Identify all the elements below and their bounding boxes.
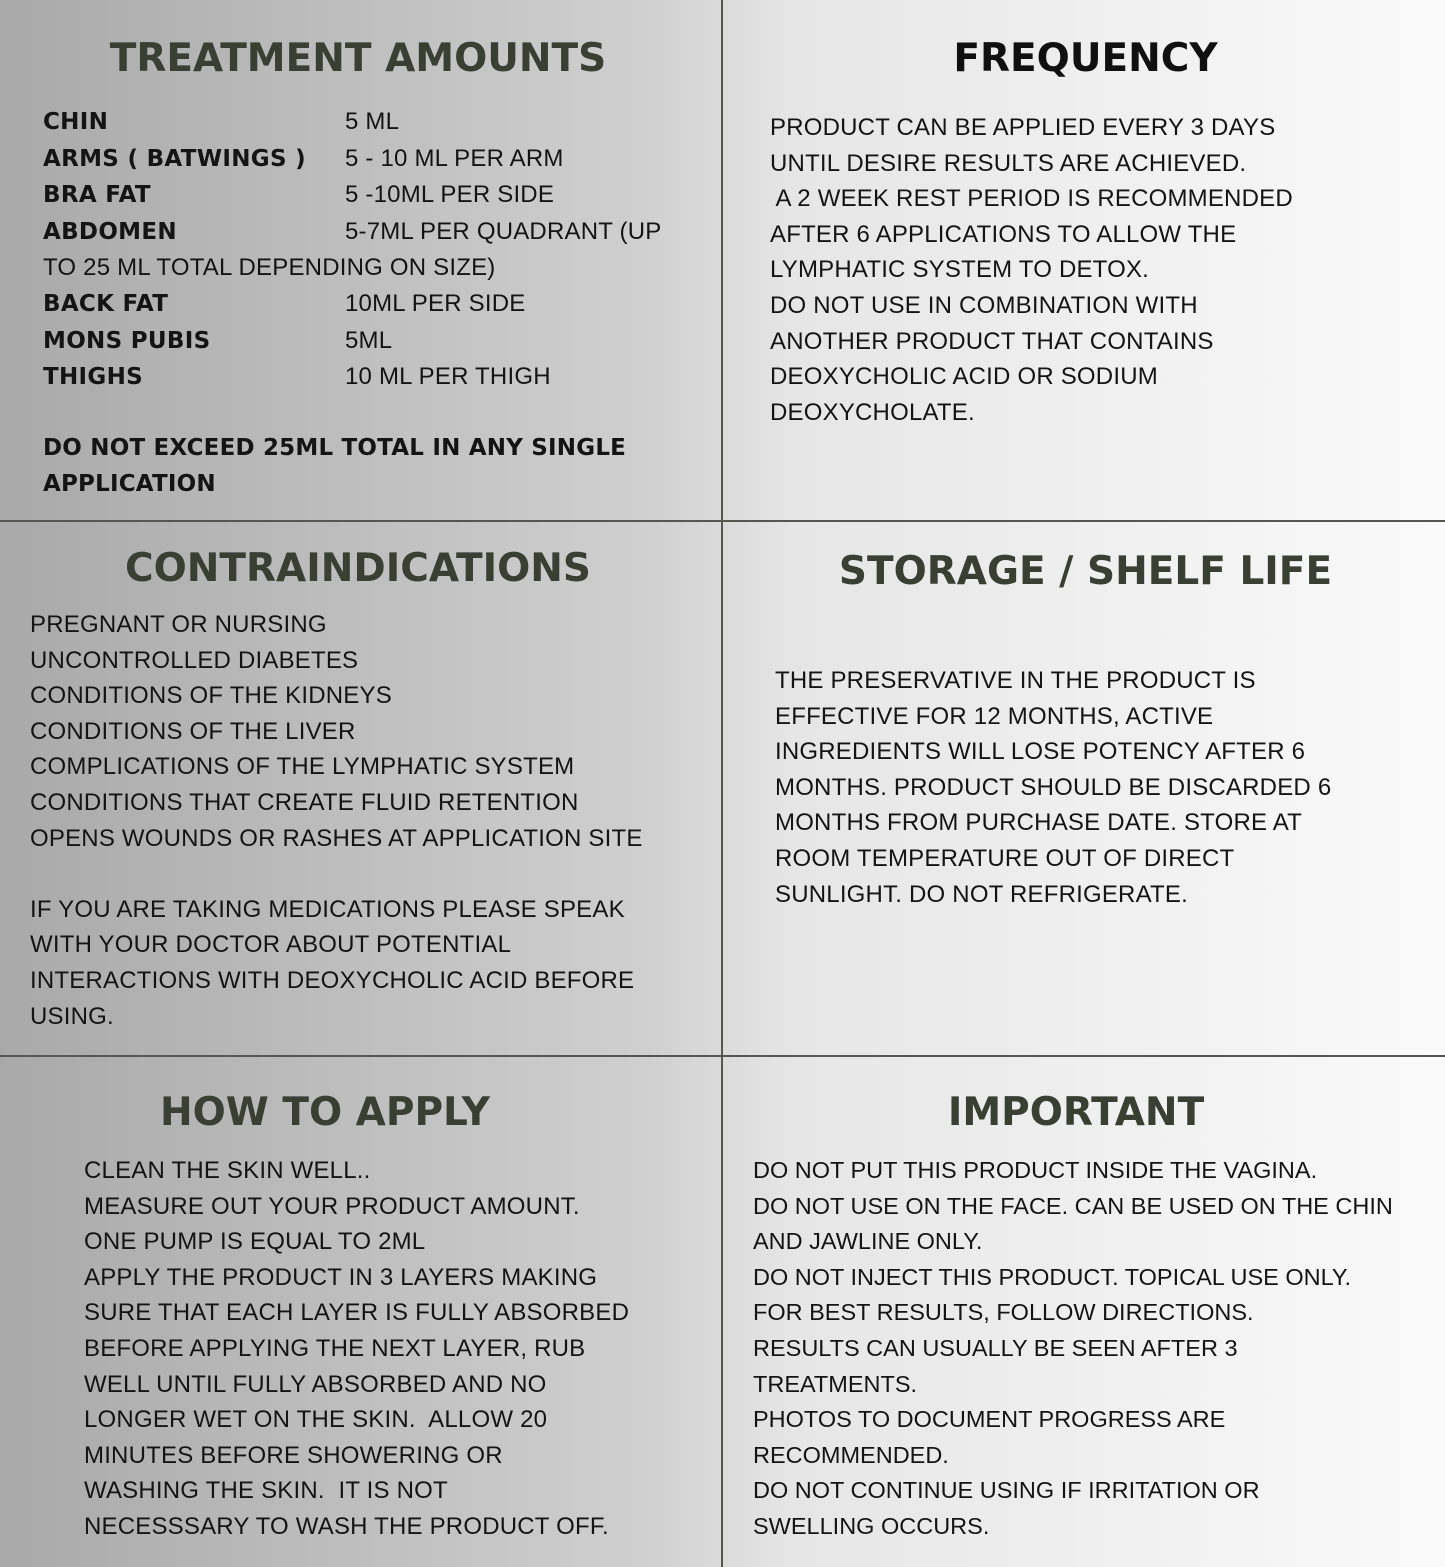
treatment-amount: 5-7ML PER QUADRANT (UP xyxy=(345,217,662,245)
frequency-line: A 2 WEEK REST PERIOD IS RECOMMENDED xyxy=(770,185,1293,213)
frequency-text xyxy=(770,110,1293,430)
treatment-row xyxy=(43,286,703,323)
contraindication-item: COMPLICATIONS OF THE LYMPHATIC SYSTEM xyxy=(30,753,575,781)
apply-line: APPLY THE PRODUCT IN 3 LAYERS MAKING xyxy=(84,1263,598,1291)
treatment-amount: 5 -10ML PER SIDE xyxy=(345,181,555,209)
contraindication-item: CONDITIONS OF THE KIDNEYS xyxy=(30,682,392,710)
storage-line: MONTHS. PRODUCT SHOULD BE DISCARDED 6 xyxy=(775,773,1332,801)
important-line: TREATMENTS. xyxy=(753,1370,918,1397)
frequency-line: LYMPHATIC SYSTEM TO DETOX. xyxy=(770,256,1150,284)
important-line: FOR BEST RESULTS, FOLLOW DIRECTIONS. xyxy=(753,1299,1254,1326)
storage-text xyxy=(775,663,1331,912)
treatment-area: ABDOMEN xyxy=(43,218,177,245)
treatment-amount: 5 - 10 ML PER ARM xyxy=(345,144,564,172)
treatment-abdomen-continued: TO 25 ML TOTAL DEPENDING ON SIZE) xyxy=(43,254,496,282)
treatment-row xyxy=(43,359,703,396)
storage-line: THE PRESERVATIVE IN THE PRODUCT IS xyxy=(775,667,1256,694)
treatment-warning: APPLICATION xyxy=(43,470,216,497)
frequency-title: FREQUENCY xyxy=(953,36,1218,81)
treatment-amount: 5ML xyxy=(345,326,393,354)
frequency-line: UNTIL DESIRE RESULTS ARE ACHIEVED. xyxy=(770,149,1247,177)
spacer xyxy=(30,856,643,892)
treatment-area: CHIN xyxy=(43,109,109,135)
important-line: DO NOT PUT THIS PRODUCT INSIDE THE VAGINA. xyxy=(753,1157,1318,1183)
apply-line: CLEAN THE SKIN WELL.. xyxy=(84,1157,371,1184)
treatment-amounts-title: TREATMENT AMOUNTS xyxy=(109,36,607,81)
treatment-area: MONS PUBIS xyxy=(43,327,211,354)
important-line: RESULTS CAN USUALLY BE SEEN AFTER 3 xyxy=(753,1334,1238,1361)
treatment-amount: 10 ML PER THIGH xyxy=(345,363,551,391)
storage-line: MONTHS FROM PURCHASE DATE. STORE AT xyxy=(775,809,1303,837)
apply-line: BEFORE APPLYING THE NEXT LAYER, RUB xyxy=(84,1334,586,1362)
apply-line: MEASURE OUT YOUR PRODUCT AMOUNT. xyxy=(84,1192,580,1220)
apply-line: SURE THAT EACH LAYER IS FULLY ABSORBED xyxy=(84,1299,630,1327)
apply-line: ONE PUMP IS EQUAL TO 2ML xyxy=(84,1228,426,1256)
treatment-row xyxy=(43,141,703,178)
apply-line: MINUTES BEFORE SHOWERING OR xyxy=(84,1441,503,1469)
important-title: IMPORTANT xyxy=(947,1090,1205,1135)
important-text xyxy=(753,1153,1393,1545)
contraindication-note: INTERACTIONS WITH DEOXYCHOLIC ACID BEFORE xyxy=(30,966,635,994)
important-line: DO NOT USE ON THE FACE. CAN BE USED ON THE CHIN xyxy=(753,1192,1393,1219)
treatment-area: BACK FAT xyxy=(43,290,169,317)
treatment-amount: 10ML PER SIDE xyxy=(345,289,526,317)
important-line: AND JAWLINE ONLY. xyxy=(753,1228,983,1255)
storage-line: INGREDIENTS WILL LOSE POTENCY AFTER 6 xyxy=(775,738,1306,766)
treatment-row xyxy=(43,323,703,360)
contraindication-item: UNCONTROLLED DIABETES xyxy=(30,646,359,674)
contraindication-note: USING. xyxy=(30,1002,114,1030)
frequency-line: PRODUCT CAN BE APPLIED EVERY 3 DAYS xyxy=(770,114,1276,141)
frequency-line: DEOXYCHOLIC ACID OR SODIUM xyxy=(770,363,1158,391)
frequency-line: AFTER 6 APPLICATIONS TO ALLOW THE xyxy=(770,220,1237,248)
storage-line: EFFECTIVE FOR 12 MONTHS, ACTIVE xyxy=(775,702,1214,730)
important-line: DO NOT INJECT THIS PRODUCT. TOPICAL USE ONLY. xyxy=(753,1263,1352,1290)
treatment-amount: 5 ML xyxy=(345,108,400,135)
contraindication-note: WITH YOUR DOCTOR ABOUT POTENTIAL xyxy=(30,931,512,959)
contraindication-note: IF YOU ARE TAKING MEDICATIONS PLEASE SPEAK xyxy=(30,895,625,923)
treatment-row xyxy=(43,214,703,251)
treatment-area: THIGHS xyxy=(43,364,143,391)
storage-line: ROOM TEMPERATURE OUT OF DIRECT xyxy=(775,844,1235,872)
contraindication-item: PREGNANT OR NURSING xyxy=(30,611,327,638)
treatment-area: ARMS ( BATWINGS ) xyxy=(43,145,306,172)
storage-line: SUNLIGHT. DO NOT REFRIGERATE. xyxy=(775,880,1188,908)
contraindication-item: CONDITIONS THAT CREATE FLUID RETENTION xyxy=(30,788,579,816)
apply-line: WELL UNTIL FULLY ABSORBED AND NO xyxy=(84,1370,547,1398)
apply-line: WASHING THE SKIN. IT IS NOT xyxy=(84,1477,448,1505)
treatment-amounts-list xyxy=(43,104,703,503)
important-line: PHOTOS TO DOCUMENT PROGRESS ARE xyxy=(753,1406,1226,1433)
contraindication-item: OPENS WOUNDS OR RASHES AT APPLICATION SITE xyxy=(30,824,643,852)
apply-line: LONGER WET ON THE SKIN. ALLOW 20 xyxy=(84,1406,548,1434)
important-line: SWELLING OCCURS. xyxy=(753,1512,990,1539)
storage-title: STORAGE / SHELF LIFE xyxy=(838,549,1333,594)
treatment-warning: DO NOT EXCEED 25ML TOTAL IN ANY SINGLE xyxy=(43,435,627,462)
frequency-line: DO NOT USE IN COMBINATION WITH xyxy=(770,291,1198,319)
frequency-line: ANOTHER PRODUCT THAT CONTAINS xyxy=(770,327,1214,355)
horizontal-divider-top xyxy=(0,520,1445,522)
treatment-area: BRA FAT xyxy=(43,182,151,209)
how-to-apply-text xyxy=(84,1153,629,1545)
frequency-line: DEOXYCHOLATE. xyxy=(770,398,975,426)
how-to-apply-title: HOW TO APPLY xyxy=(159,1090,491,1135)
treatment-row xyxy=(43,177,703,214)
contraindications-title: CONTRAINDICATIONS xyxy=(124,546,592,591)
important-line: DO NOT CONTINUE USING IF IRRITATION OR xyxy=(753,1477,1260,1504)
contraindication-item: CONDITIONS OF THE LIVER xyxy=(30,717,356,745)
contraindications-list xyxy=(30,607,643,1034)
important-line: RECOMMENDED. xyxy=(753,1441,949,1468)
horizontal-divider-bottom xyxy=(0,1055,1445,1057)
vertical-divider xyxy=(721,0,723,1567)
apply-line: NECESSSARY TO WASH THE PRODUCT OFF. xyxy=(84,1512,609,1540)
spacer xyxy=(43,396,703,432)
treatment-row xyxy=(43,104,703,141)
